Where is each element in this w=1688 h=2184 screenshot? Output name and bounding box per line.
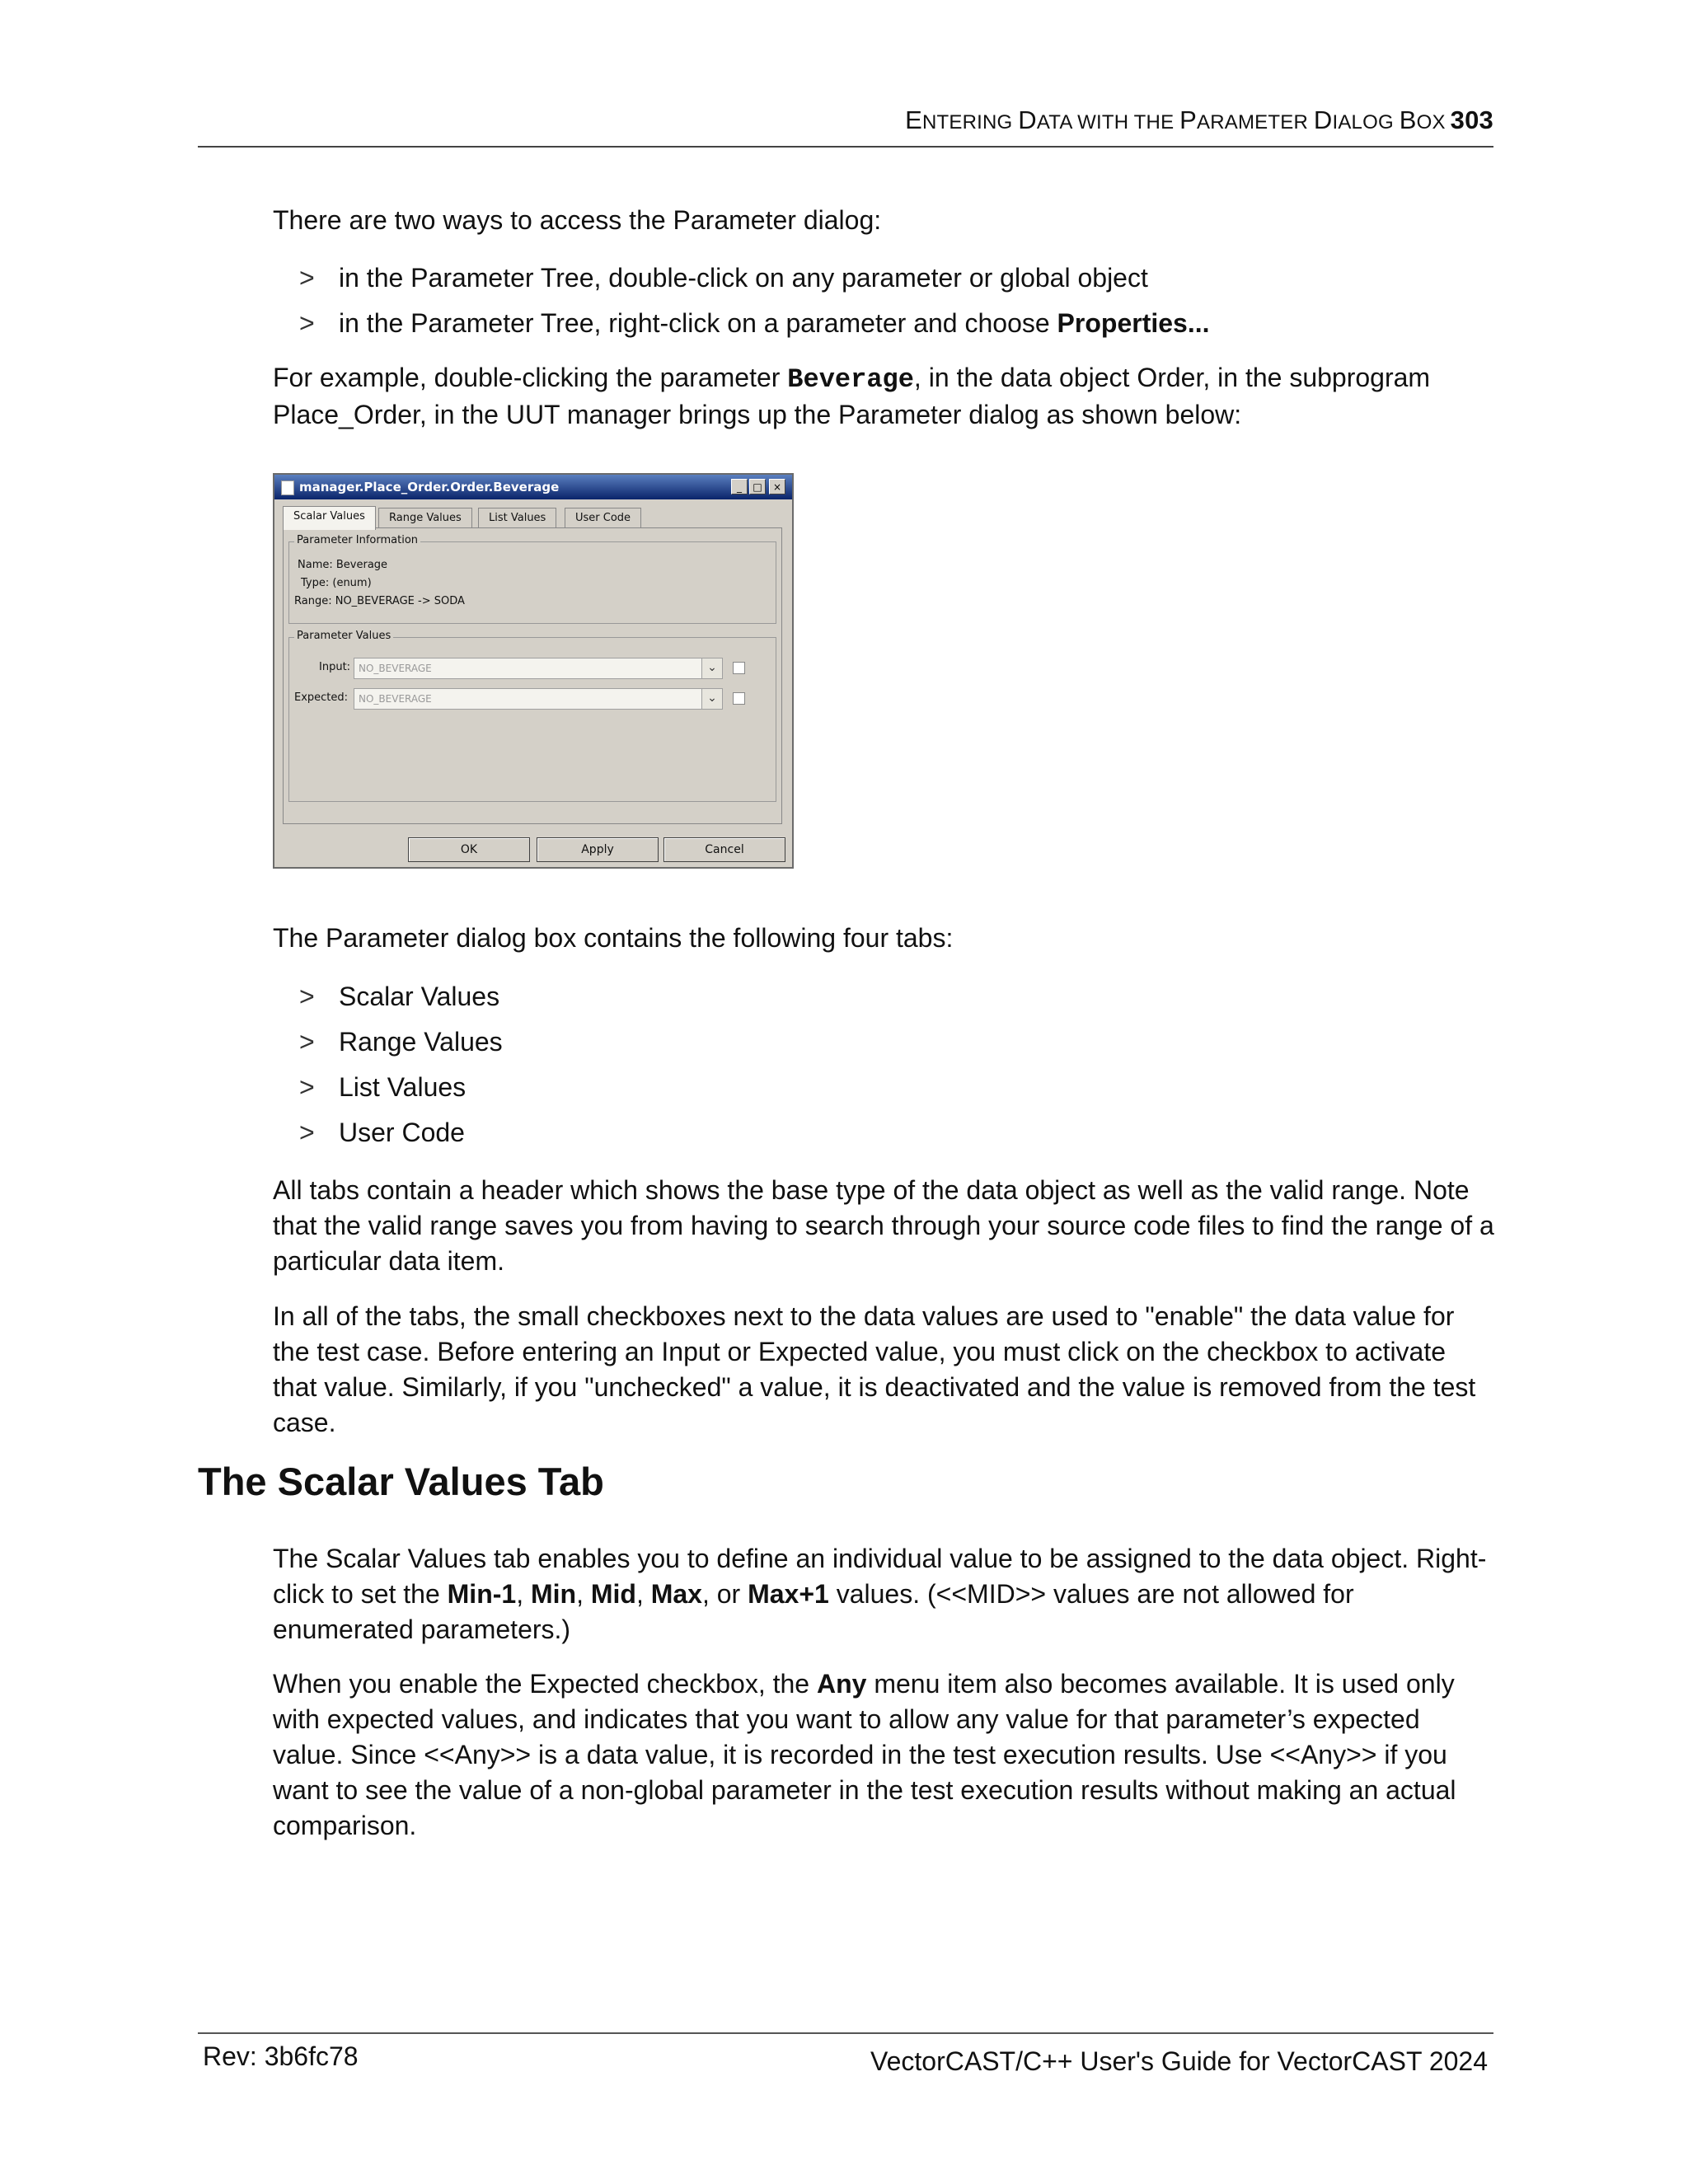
expected-value: NO_BEVERAGE — [359, 693, 432, 705]
list-item-text: List Values — [339, 1072, 467, 1102]
close-button[interactable]: × — [769, 479, 785, 494]
running-header — [905, 105, 1493, 135]
scalar-text: values. (<<MID>> values are not allowed for enumerated parameters.) — [273, 1579, 1354, 1644]
dialog-titlebar — [274, 475, 792, 499]
dialog-title: manager.Place_Order.Order.Beverage — [299, 480, 560, 494]
parameter-dialog-screenshot — [273, 473, 794, 869]
properties-menu-ref: Properties... — [1057, 308, 1210, 338]
scalar-values-panel — [283, 527, 782, 824]
scalar-text: The Scalar Values tab enables you to define an individual value to be assigned to the data object. Right-click to set the — [273, 1544, 1487, 1609]
chevron-down-icon[interactable]: ⌄ — [701, 658, 722, 678]
input-value: NO_BEVERAGE — [359, 663, 432, 674]
header-text: IALOG — [1332, 111, 1400, 134]
footer-rule — [198, 2032, 1493, 2034]
maximize-button[interactable]: □ — [749, 479, 766, 494]
scalar-text: , — [516, 1579, 531, 1609]
tab-scalar-values[interactable]: Scalar Values — [283, 506, 376, 530]
section-heading: The Scalar Values Tab — [198, 1460, 604, 1503]
example-text: For example, double-clicking the parameter — [273, 363, 788, 392]
header-text: ARAMETER — [1197, 111, 1314, 134]
max-plus-1-term: Max+1 — [748, 1579, 829, 1609]
bullet-chevron-icon: > — [299, 982, 315, 1011]
input-label: Input: — [319, 661, 351, 673]
header-text: E — [905, 105, 922, 134]
list-item-text: Scalar Values — [339, 982, 500, 1011]
scalar-tab-paragraph — [273, 1541, 1496, 1647]
parameter-values-group — [288, 630, 776, 802]
input-enable-checkbox[interactable] — [733, 662, 745, 674]
name-line: Name: Beverage — [298, 559, 388, 571]
list-item-text: Range Values — [339, 1027, 503, 1057]
list-item — [299, 1065, 503, 1110]
ok-button[interactable]: OK — [408, 837, 530, 862]
example-paragraph — [273, 360, 1496, 433]
scalar-text: , — [576, 1579, 591, 1609]
revision-label: Rev: 3b6fc78 — [203, 2041, 359, 2071]
bullet-chevron-icon: > — [299, 308, 315, 338]
bullet-chevron-icon: > — [299, 1072, 315, 1102]
expected-text: menu item also becomes available. It is used only with expected values, and indicates that you want to allow any value for that parameter’s expected value. Since <<Any>> is a data value, it is recorded in the test execution results. Use <<Any>> if you want to see the value of a non-global parameter in the test execution results without making an actual comparison. — [273, 1669, 1456, 1840]
tabs-intro-paragraph: The Parameter dialog box contains the following four tabs: — [273, 923, 954, 953]
list-item — [299, 1110, 503, 1155]
header-text: OX — [1416, 111, 1446, 134]
bullet-chevron-icon: > — [299, 1027, 315, 1057]
chevron-down-icon[interactable]: ⌄ — [701, 689, 722, 709]
max-term: Max — [650, 1579, 702, 1609]
tab-range-values[interactable]: Range Values — [378, 508, 472, 528]
expected-label: Expected: — [294, 691, 349, 704]
list-item — [299, 1019, 503, 1065]
tab-list-values[interactable]: List Values — [478, 508, 556, 528]
min-term: Min — [530, 1579, 577, 1609]
header-text: B — [1399, 105, 1417, 134]
document-icon — [281, 480, 294, 495]
bullet-chevron-icon: > — [299, 263, 315, 293]
range-line: Range: NO_BEVERAGE -> SODA — [294, 595, 465, 607]
min-minus-1-term: Min-1 — [447, 1579, 517, 1609]
access-bullet-list — [299, 255, 1210, 346]
example-text: , in the data object Order, in the subprogram Place_Order, in the UUT manager brings up the Parameter dialog as shown below: — [273, 363, 1431, 429]
expected-text: When you enable the Expected checkbox, the — [273, 1669, 817, 1699]
tab-bullet-list — [299, 974, 503, 1155]
apply-button[interactable]: Apply — [537, 837, 659, 862]
list-item-text: in the Parameter Tree, right-click on a parameter and choose — [339, 308, 1057, 338]
tab-user-code[interactable]: User Code — [565, 508, 641, 528]
header-text: D — [1018, 105, 1037, 134]
expected-enable-checkbox[interactable] — [733, 692, 745, 705]
code-beverage: Beverage — [787, 364, 914, 395]
list-item — [299, 255, 1210, 301]
list-item — [299, 301, 1210, 346]
expected-value-select[interactable] — [354, 688, 723, 710]
mid-term: Mid — [590, 1579, 636, 1609]
type-line: Type: (enum) — [301, 577, 372, 589]
bullet-chevron-icon: > — [299, 1118, 315, 1147]
group-legend: Parameter Values — [294, 630, 393, 642]
input-value-select[interactable] — [354, 658, 723, 679]
cancel-button[interactable]: Cancel — [663, 837, 785, 862]
intro-paragraph: There are two ways to access the Parameter dialog: — [273, 205, 882, 235]
parameter-information-group — [288, 534, 776, 624]
list-item-text: User Code — [339, 1118, 465, 1147]
any-menu-paragraph — [273, 1666, 1496, 1844]
scalar-text: , or — [701, 1579, 748, 1609]
page-number: 303 — [1450, 105, 1493, 134]
header-text: D — [1313, 105, 1333, 134]
group-legend: Parameter Information — [294, 534, 420, 546]
any-term: Any — [816, 1669, 867, 1699]
list-item — [299, 974, 503, 1019]
minimize-button[interactable]: _ — [731, 479, 748, 494]
list-item-text: in the Parameter Tree, double-click on any parameter or global object — [339, 263, 1148, 293]
scalar-text: , — [635, 1579, 651, 1609]
header-text: ATA WITH THE — [1036, 111, 1180, 134]
header-rule — [198, 146, 1493, 148]
header-description-paragraph: All tabs contain a header which shows the base type of the data object as well as the valid range. Note that the valid range saves you from having to search through your source code files to find the range of a particular data item. — [273, 1175, 1494, 1276]
guide-title: VectorCAST/C++ User's Guide for VectorCAST 2024 — [870, 2046, 1488, 2076]
header-text: NTERING — [922, 111, 1019, 134]
checkbox-description-paragraph: In all of the tabs, the small checkboxes next to the data values are used to "enable" the data value for the test case. Before entering an Input or Expected value, you must click on the checkbox to activate that value. Similarly, if you "unchecked" a value, it is deactivated and the value is removed from the test case. — [273, 1301, 1476, 1437]
header-text: P — [1179, 105, 1198, 134]
